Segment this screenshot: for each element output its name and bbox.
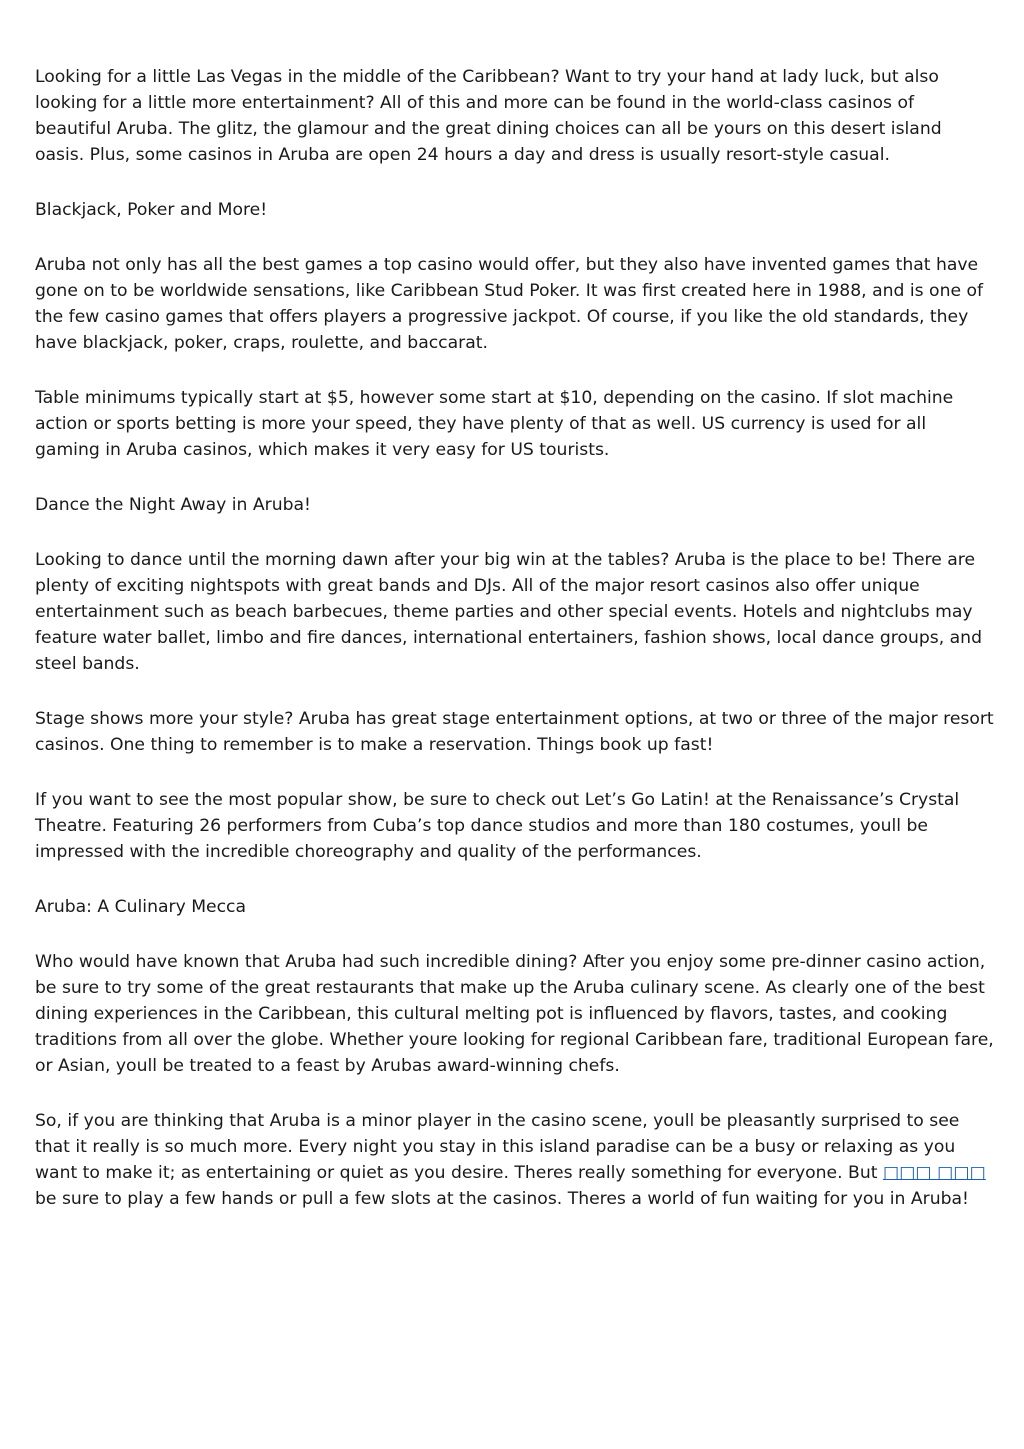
- intro-paragraph: Looking for a little Las Vegas in the middle of the Caribbean? Want to try your hand at lady luck, but also looking for a little more entertainment? All of this and more can be found in the world-class casinos of beautiful Aruba. The glitz, the glamour and the great dining choices can all be yours on this desert island oasis. Plus, some casinos in Aruba are open 24 hours a day and dress is usually resort-style casual.: [35, 67, 942, 165]
- section-heading-culinary: Aruba: A Culinary Mecca: [35, 897, 247, 917]
- section-heading-dance: Dance the Night Away in Aruba!: [35, 495, 311, 515]
- popular-show-paragraph: If you want to see the most popular show, be sure to check out Let’s Go Latin! at the Renaissance’s Crystal Theatre. Featuring 26 performers from Cuba’s top dance studios and more than 180 costumes, youll be impressed with the incredible choreography and quality of the performances.: [35, 790, 960, 862]
- closing-text-start: So, if you are thinking that Aruba is a minor player in the casino scene, youll be pleasantly surprised to see that it really is so much more. Every night you stay in this island paradise can be a busy or relaxing as you want to make it; as entertaining or quiet as you desire. Theres really something for everyone. But: [35, 1111, 960, 1183]
- games-paragraph: Aruba not only has all the best games a top casino would offer, but they also have invented games that have gone on to be worldwide sensations, like Caribbean Stud Poker. It was first created here in 1988, and is one of the few casino games that offers players a progressive jackpot. Of course, if you like the old standards, they have blackjack, poker, craps, roulette, and baccarat.: [35, 255, 984, 353]
- table-minimums-paragraph: Table minimums typically start at $5, however some start at $10, depending on the casino. If slot machine action or sports betting is more your speed, they have plenty of that as well. US currency is used for all gaming in Aruba casinos, which makes it very easy for US tourists.: [35, 388, 954, 460]
- nightlife-paragraph: Looking to dance until the morning dawn after your big win at the tables? Aruba is the place to be! There are plenty of exciting nightspots with great bands and DJs. All of the major resort casinos also offer unique entertainment such as beach barbecues, theme parties and other special events. Hotels and nightclubs may feature water ballet, limbo and fire dances, international entertainers, fashion shows, local dance groups, and steel bands.: [35, 550, 982, 674]
- inline-link[interactable]: □□□ □□□: [882, 1163, 986, 1183]
- closing-paragraph: [35, 1108, 995, 1212]
- dining-paragraph: Who would have known that Aruba had such incredible dining? After you enjoy some pre-dinner casino action, be sure to try some of the great restaurants that make up the Aruba culinary scene. As clearly one of the best dining experiences in the Caribbean, this cultural melting pot is influenced by flavors, tastes, and cooking traditions from all over the globe. Whether youre looking for regional Caribbean fare, traditional European fare, or Asian, youll be treated to a feast by Arubas award-winning chefs.: [35, 952, 994, 1076]
- stage-shows-paragraph: Stage shows more your style? Aruba has great stage entertainment options, at two or three of the major resort casinos. One thing to remember is to make a reservation. Things book up fast!: [35, 709, 994, 755]
- section-heading-blackjack: Blackjack, Poker and More!: [35, 200, 268, 220]
- document-body: [35, 64, 995, 1241]
- closing-text-end: be sure to play a few hands or pull a few slots at the casinos. Theres a world of fun waiting for you in Aruba!: [35, 1189, 969, 1209]
